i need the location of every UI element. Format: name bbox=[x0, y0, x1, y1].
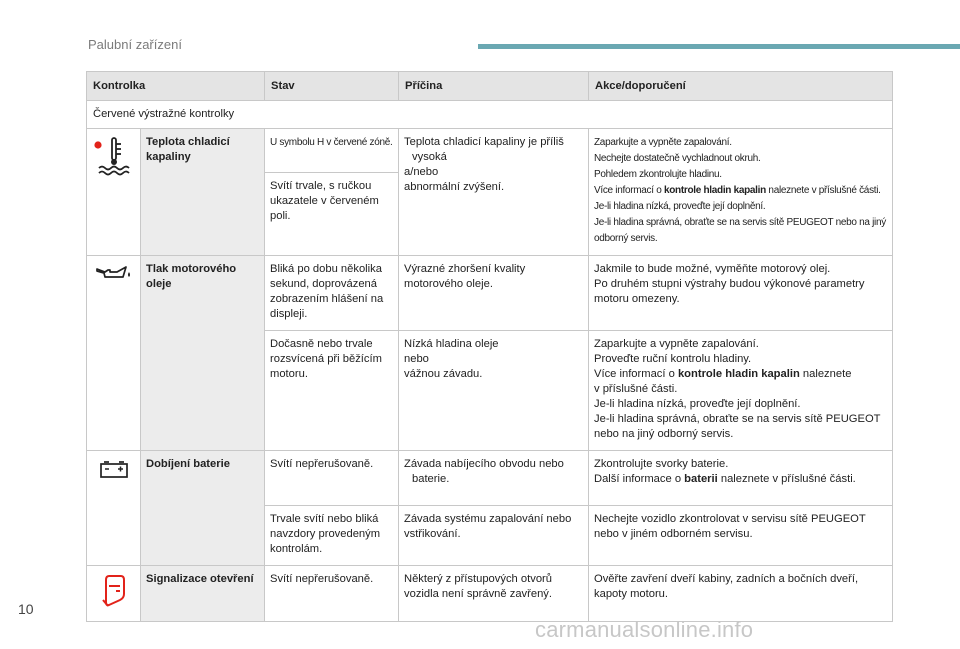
oil-action-line: v příslušné části. bbox=[594, 383, 678, 395]
header-accent-bar bbox=[478, 44, 960, 49]
watermark: carmanualsonline.info bbox=[535, 617, 754, 642]
coolant-state-1 bbox=[265, 129, 399, 173]
oil-action-line: Jakmile to bude možné, vyměňte motorový olej. bbox=[594, 263, 831, 275]
coolant-cause-line: Teplota chladicí kapaliny je příliš bbox=[404, 136, 564, 148]
door-open-icon bbox=[101, 574, 127, 608]
battery-action-line: Zkontrolujte svorky baterie. bbox=[594, 458, 729, 470]
section-title: Červené výstražné kontrolky bbox=[87, 101, 893, 129]
battery-action-1 bbox=[589, 451, 893, 506]
oil-cause-1: Výrazné zhoršení kvality motorového oleje. bbox=[399, 256, 589, 331]
oil-action-line: Je-li hladina správná, obraťte se na servis sítě PEUGEOT nebo na jiný odborný servis. bbox=[594, 413, 881, 440]
coolant-action-line: Nechejte dostatečně vychladnout okruh. bbox=[594, 153, 761, 164]
header-action: Akce/doporučení bbox=[589, 72, 893, 101]
coolant-state-2: Svítí trvale, s ručkou ukazatele v červeném poli. bbox=[265, 173, 399, 256]
battery-link[interactable]: baterii bbox=[684, 473, 718, 485]
fluid-levels-link[interactable]: kontrole hladin kapalin bbox=[663, 185, 766, 196]
battery-action-line: Další informace o bbox=[594, 473, 685, 485]
oil-name: Tlak motorového oleje bbox=[141, 256, 265, 451]
oil-pressure-icon bbox=[95, 264, 133, 284]
oil-action-2 bbox=[589, 331, 893, 451]
table-row bbox=[87, 256, 893, 331]
page-number: 10 bbox=[18, 601, 34, 617]
oil-cause-2 bbox=[399, 331, 589, 451]
table-section-row bbox=[87, 101, 893, 129]
coolant-icon-cell bbox=[87, 129, 141, 256]
coolant-action-line: naleznete v příslušné části. bbox=[765, 185, 881, 196]
coolant-action-line: Je-li hladina nízká, proveďte její doplnění. bbox=[594, 201, 766, 212]
oil-action-line: Zaparkujte a vypněte zapalování. bbox=[594, 338, 759, 350]
door-action: Ověřte zavření dveří kabiny, zadních a bočních dveří, kapoty motoru. bbox=[589, 566, 893, 622]
coolant-state-1-text: U symbolu H v červené zóně. bbox=[270, 137, 393, 148]
oil-cause-line: vážnou závadu. bbox=[404, 368, 483, 380]
oil-state-1: Bliká po dobu několika sekund, doprovázená zobrazením hlášení na displeji. bbox=[265, 256, 399, 331]
battery-action-2: Nechejte vozidlo zkontrolovat v servisu sítě PEUGEOT nebo v jiném odborném servisu. bbox=[589, 506, 893, 566]
door-cause-line: vozidla není správně zavřený. bbox=[404, 588, 553, 600]
door-icon-cell bbox=[87, 566, 141, 622]
door-cause bbox=[399, 566, 589, 622]
battery-cause-line: Závada nabíjecího obvodu nebo bbox=[404, 458, 564, 470]
table-row bbox=[87, 451, 893, 506]
door-name: Signalizace otevření bbox=[141, 566, 265, 622]
door-state: Svítí nepřerušovaně. bbox=[265, 566, 399, 622]
table-row bbox=[87, 129, 893, 173]
oil-action-1 bbox=[589, 256, 893, 331]
battery-icon bbox=[99, 459, 129, 479]
battery-state-1: Svítí nepřerušovaně. bbox=[265, 451, 399, 506]
oil-action-line: Po druhém stupni výstrahy budou výkonové parametry motoru omezeny. bbox=[594, 278, 865, 305]
coolant-cause-line: a/nebo bbox=[404, 166, 439, 178]
oil-action-line: Je-li hladina nízká, proveďte její doplnění. bbox=[594, 398, 801, 410]
oil-state-2: Dočasně nebo trvale rozsvícená při běžícím motoru. bbox=[265, 331, 399, 451]
page-section-title: Palubní zařízení bbox=[88, 37, 182, 52]
coolant-action-line: Více informací o bbox=[594, 185, 664, 196]
coolant-action-line: Zaparkujte a vypněte zapalování. bbox=[594, 137, 732, 148]
coolant-temperature-icon bbox=[93, 137, 135, 177]
fluid-levels-link[interactable]: kontrole hladin kapalin bbox=[677, 368, 800, 380]
oil-cause-line: nebo bbox=[404, 353, 429, 365]
coolant-action-line: Je-li hladina správná, obraťte se na servis sítě PEUGEOT nebo na jiný odborný servis. bbox=[594, 217, 886, 244]
oil-action-line: naleznete bbox=[799, 368, 852, 380]
battery-cause-line: baterie. bbox=[412, 473, 450, 485]
coolant-action bbox=[589, 129, 893, 256]
header-state: Stav bbox=[265, 72, 399, 101]
coolant-action-line: Pohledem zkontrolujte hladinu. bbox=[594, 169, 722, 180]
coolant-cause bbox=[399, 129, 589, 256]
battery-state-2: Trvale svítí nebo bliká navzdory provedeným kontrolám. bbox=[265, 506, 399, 566]
battery-cause-1 bbox=[399, 451, 589, 506]
battery-cause-2: Závada systému zapalování nebo vstřikování. bbox=[399, 506, 589, 566]
header-indicator: Kontrolka bbox=[87, 72, 265, 101]
battery-icon-cell bbox=[87, 451, 141, 566]
oil-cause-line: Nízká hladina oleje bbox=[404, 338, 499, 350]
warning-lights-table bbox=[86, 71, 893, 622]
oil-action-line: Proveďte ruční kontrolu hladiny. bbox=[594, 353, 752, 365]
oil-icon-cell bbox=[87, 256, 141, 451]
header-cause: Příčina bbox=[399, 72, 589, 101]
door-cause-line: Některý z přístupových otvorů bbox=[404, 573, 552, 585]
table-row bbox=[87, 566, 893, 622]
coolant-cause-line: vysoká bbox=[412, 151, 447, 163]
battery-action-line: naleznete v příslušné části. bbox=[717, 473, 856, 485]
coolant-name: Teplota chladicí kapaliny bbox=[141, 129, 265, 256]
oil-action-line: Více informací o bbox=[594, 368, 678, 380]
battery-name: Dobíjení baterie bbox=[141, 451, 265, 566]
coolant-cause-line: abnormální zvýšení. bbox=[404, 181, 505, 193]
table-header-row bbox=[87, 72, 893, 101]
